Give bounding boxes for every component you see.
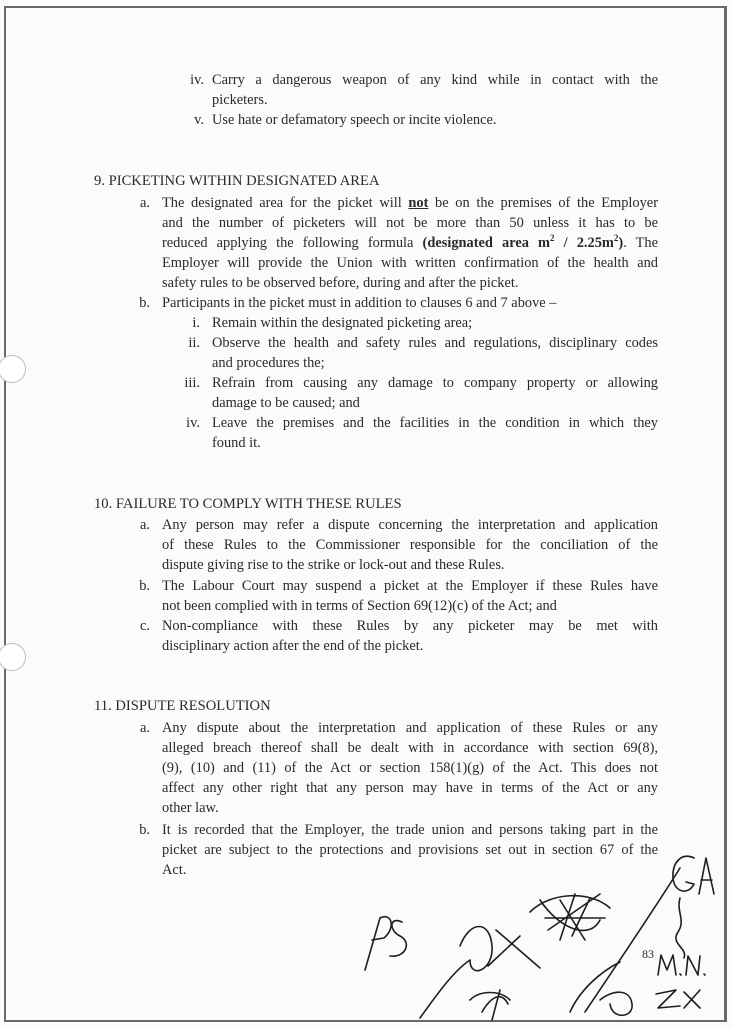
- item-number: iv.: [190, 72, 204, 88]
- item-label: a.: [140, 720, 150, 736]
- signature-2: [530, 894, 610, 940]
- item-text: and the number of picketers will not be more than 50 unless it has to be: [162, 215, 658, 231]
- item-text: (9), (10) and (11) of the Act or section 158(1)(g) of the Act. This does not: [162, 760, 658, 776]
- sub-item-number: ii.: [188, 335, 200, 351]
- sub-item-text: and procedures the;: [212, 355, 325, 371]
- item-text: dispute giving rise to the strike or lock-out and these Rules.: [162, 557, 505, 573]
- item-text: Any dispute about the interpretation and application of these Rules or any: [162, 720, 658, 736]
- item-text: The Labour Court may suspend a picket at the Employer if these Rules have: [162, 578, 658, 594]
- item-text: reduced applying the following formula (designated area $m^2 / 2.25m^2$). The: [162, 233, 659, 251]
- item-text: picketers.: [212, 92, 268, 108]
- item-number: v.: [194, 112, 204, 128]
- item-text: Act.: [162, 862, 187, 878]
- section-heading: 10. FAILURE TO COMPLY WITH THESE RULES: [94, 496, 402, 512]
- sub-item-text: Remain within the designated picketing area;: [212, 315, 473, 331]
- item-text: Participants in the picket must in addition to clauses 6 and 7 above –: [162, 295, 557, 311]
- item-text: Carry a dangerous weapon of any kind while in contact with the: [212, 72, 658, 88]
- item-text: alleged breach thereof shall be dealt with in accordance with section 69(8),: [162, 740, 658, 756]
- sub-item-text: damage to be caused; and: [212, 395, 360, 411]
- initials-zx: [656, 990, 700, 1008]
- page-number: 83: [642, 947, 654, 961]
- section-heading: 9. PICKETING WITHIN DESIGNATED AREA: [94, 173, 380, 189]
- item-text: not been complied with in terms of Section 69(12)(c) of the Act; and: [162, 598, 557, 614]
- item-label: b.: [139, 295, 150, 311]
- item-text: Use hate or defamatory speech or incite violence.: [212, 112, 497, 128]
- item-label: a.: [140, 517, 150, 533]
- sub-item-text: Refrain from causing any damage to company property or allowing: [212, 375, 658, 391]
- item-text: The designated area for the picket will not be on the premises of the Employer: [162, 195, 658, 211]
- item-text: other law.: [162, 800, 219, 816]
- item-text: safety rules to be observed before, during and after the picket.: [162, 275, 519, 291]
- item-text: picket are subject to the protections and provisions set out in section 67 of the: [162, 842, 658, 858]
- formula: (designated area $m^2 / 2.25m^2$): [422, 233, 624, 251]
- item-text: Employer will provide the Union with written confirmation of the health and: [162, 255, 658, 271]
- sub-item-number: i.: [192, 315, 200, 331]
- item-label: c.: [140, 618, 150, 634]
- item-text: It is recorded that the Employer, the trade union and persons taking part in the: [162, 822, 658, 838]
- section-heading: 11. DISPUTE RESOLUTION: [94, 698, 271, 714]
- item-label: b.: [139, 822, 150, 838]
- item-text: Non-compliance with these Rules by any picketer may be met with: [162, 618, 658, 634]
- item-label: b.: [139, 578, 150, 594]
- item-label: a.: [140, 195, 150, 211]
- initials-mn: [658, 955, 705, 975]
- sub-item-text: found it.: [212, 435, 261, 451]
- initials-ps: [365, 917, 406, 970]
- sub-item-number: iii.: [184, 375, 200, 391]
- item-text: disciplinary action after the end of the picket.: [162, 638, 424, 654]
- sub-item-number: iv.: [186, 415, 200, 431]
- item-text: affect any other right that any person may have in terms of the Act or any: [162, 780, 658, 796]
- emphasis-not: not: [408, 195, 429, 211]
- sub-item-text: Leave the premises and the facilities in the condition in which they: [212, 415, 658, 431]
- item-text: Any person may refer a dispute concerning the interpretation and application: [162, 517, 658, 533]
- item-text: of these Rules to the Commissioner responsible for the conciliation of the: [162, 537, 658, 553]
- sub-item-text: Observe the health and safety rules and regulations, disciplinary codes: [212, 335, 658, 351]
- signature-1: [420, 927, 540, 1019]
